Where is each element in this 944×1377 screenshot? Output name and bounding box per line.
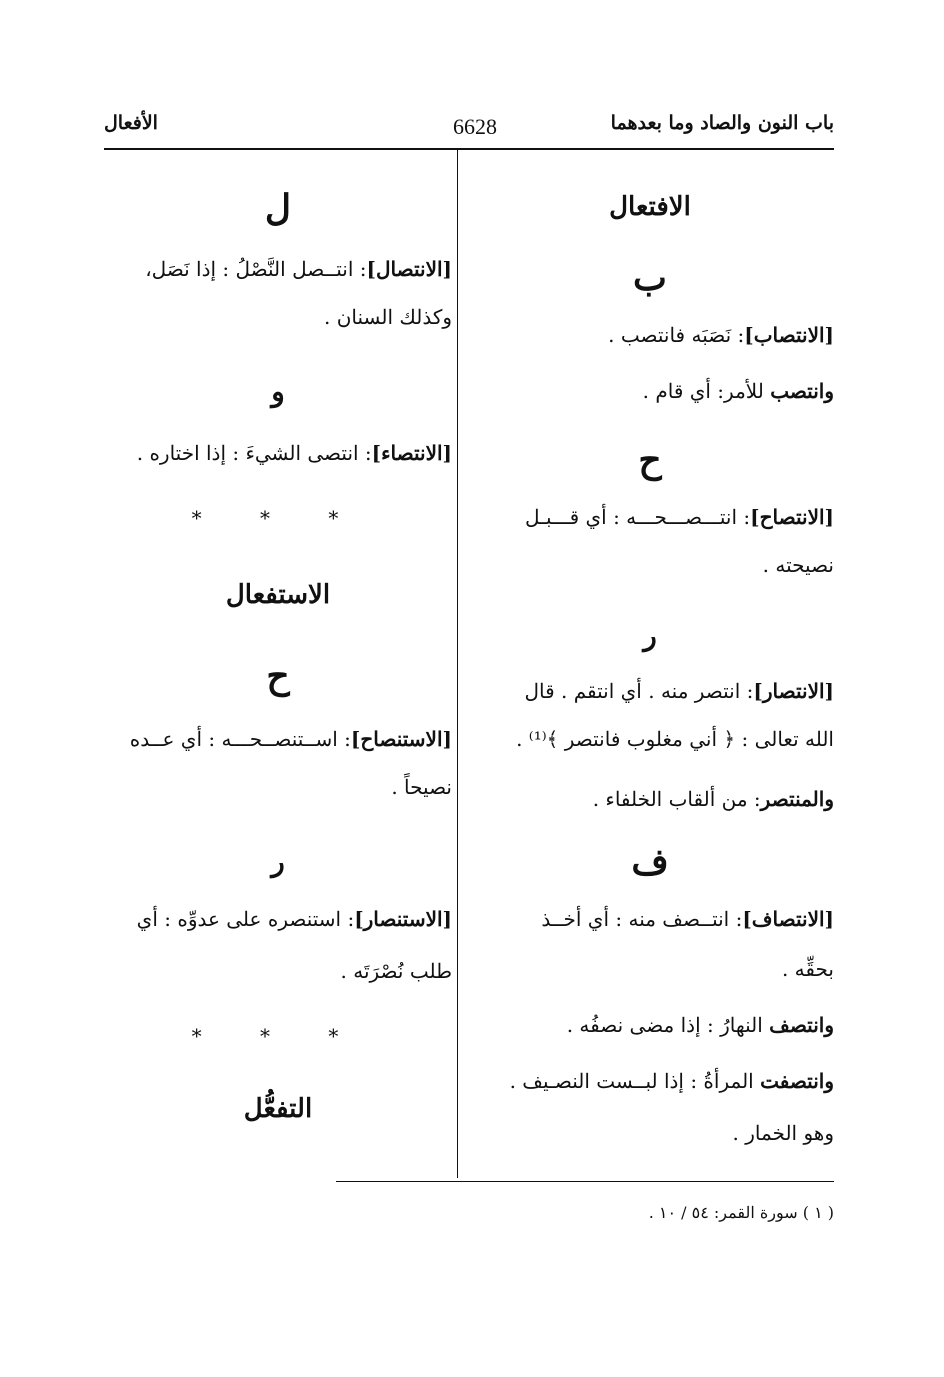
separator-stars-2: * * * (191, 1024, 365, 1048)
column-divider (457, 150, 458, 1178)
letter-l: ل (264, 187, 292, 229)
footnote: ( ١ ) سورة القمر: ٥٤ / ١٠ . (648, 1203, 834, 1222)
entry-intisah: [الانتصاح]: انتـــصـــحـــه : أي قـــبـل (524, 505, 834, 529)
letter-f: ف (631, 841, 669, 883)
entry-intisab: [الانتصاب]: نَصَبَه فانتصب . (608, 323, 834, 347)
heading-iftial: الافتعال (609, 192, 691, 222)
entry-intisah-cont: نصيحته . (762, 553, 834, 577)
entry-intisal: [الانتصال]: انتــصل النَّصْلُ : إذا نَصَل، (145, 257, 452, 281)
entry-intisa: [الانتصاء]: انتصى الشيءَ : إذا اختاره . (136, 441, 452, 465)
entry-nahar: وانتصف النهارُ : إذا مضى نصفُه . (566, 1013, 834, 1037)
chapter-title: باب النون والصاد وما بعدهما (610, 112, 834, 134)
header-rule (104, 148, 834, 150)
letter-b: ب (633, 257, 667, 299)
footnote-rule (336, 1181, 834, 1182)
entry-istinsah: [الاستنصاح]: اســتنصــحـــه : أي عــده (129, 727, 452, 751)
entry-intisar: [الانتصار]: انتصر منه . أي انتقم . قال (524, 679, 834, 703)
letter-w: و (271, 375, 285, 408)
letter-h-left: ح (266, 655, 290, 697)
letter-r-left: ر (271, 845, 285, 878)
entry-muntasir: والمنتصر: من ألقاب الخلفاء . (592, 787, 834, 811)
entry-intisaf: [الانتصاف]: انتــصف منه : أي أخــذ (541, 907, 834, 931)
section-title: الأفعال (104, 112, 158, 134)
heading-istifal: الاستفعال (225, 580, 331, 610)
entry-istinsar: [الاستنصار]: استنصره على عدوِّه : أي (136, 907, 452, 931)
entry-istinsar-cont: طلب نُصْرَتَه . (340, 959, 452, 983)
entry-intisal-cont: وكذلك السنان . (323, 305, 452, 329)
entry-mara-cont: وهو الخمار . (732, 1121, 834, 1145)
heading-tafaul: التفعُّل (243, 1094, 313, 1124)
entry-intisab-2: وانتصب للأمر: أي قام . (642, 379, 834, 403)
entry-mara: وانتصفت المرأةُ : إذا لبــست النصـيف . (509, 1069, 834, 1093)
letter-r: ر (643, 619, 657, 652)
entry-istinsah-cont: نصيحاً . (391, 775, 452, 799)
separator-stars-1: * * * (191, 506, 365, 530)
entry-intisar-quote: الله تعالى : ﴿ أني مغلوب فانتصر ﴾⁽¹⁾ . (516, 727, 834, 751)
entry-intisaf-cont: بحقِّه . (781, 957, 834, 981)
letter-h: ح (638, 439, 662, 481)
page-number: 6628 (453, 114, 497, 139)
